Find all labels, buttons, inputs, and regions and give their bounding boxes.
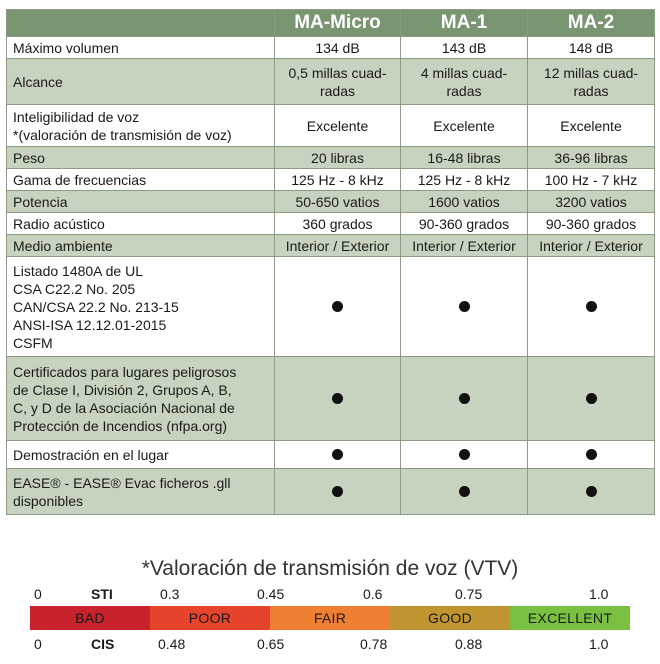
row-label	[7, 357, 275, 441]
value-cell: Interior / Exterior	[401, 235, 528, 257]
bullet-dot-icon	[586, 486, 597, 497]
table-row	[7, 235, 655, 257]
vtv-segment-good: GOOD	[390, 606, 510, 630]
value-cell: 3200 vatios	[528, 191, 655, 213]
spec-table	[6, 9, 655, 515]
feature-dot-cell	[401, 257, 528, 357]
sti-scale	[0, 586, 660, 604]
bullet-dot-icon	[332, 486, 343, 497]
value-cell: 360 grados	[275, 213, 401, 235]
table-row	[7, 147, 655, 169]
bullet-dot-icon	[459, 486, 470, 497]
cis-label: CIS	[91, 636, 115, 652]
sti-tick: 0.6	[363, 586, 383, 602]
row-label	[7, 469, 275, 515]
bullet-dot-icon	[332, 449, 343, 460]
table-row	[7, 105, 655, 147]
row-label	[7, 37, 275, 59]
table-row	[7, 169, 655, 191]
cis-scale	[0, 636, 660, 654]
bullet-dot-icon	[586, 449, 597, 460]
row-label-line: Peso	[13, 149, 45, 166]
value-cell: 125 Hz - 8 kHz	[401, 169, 528, 191]
row-label-line: de Clase I, División 2, Grupos A, B,	[13, 381, 232, 398]
row-label-line: Máximo volumen	[13, 39, 119, 56]
row-label-line: C, y D de la Asociación Nacional de	[13, 399, 235, 416]
row-label-line: Radio acústico	[13, 215, 105, 232]
row-label-line: Protección de Incendios (nfpa.org)	[13, 417, 228, 434]
cis-tick: 0	[34, 636, 42, 652]
sti-tick: 1.0	[589, 586, 609, 602]
header-ma-1: MA-1	[401, 10, 528, 37]
row-label-line: Medio ambiente	[13, 237, 113, 254]
row-label-line: CSA C22.2 No. 205	[13, 280, 136, 297]
bullet-dot-icon	[586, 301, 597, 312]
row-label-line: CAN/CSA 22.2 No. 213-15	[13, 298, 179, 315]
value-cell: 148 dB	[528, 37, 655, 59]
header-ma-micro: MA-Micro	[275, 10, 401, 37]
row-label	[7, 169, 275, 191]
row-label	[7, 213, 275, 235]
row-label-line: Certificados para lugares peligrosos	[13, 363, 237, 380]
value-line: radas	[446, 82, 482, 99]
row-label-line: ANSI-ISA 12.12.01-2015	[13, 316, 167, 333]
row-label-line: disponibles	[13, 492, 84, 509]
header-empty	[7, 10, 275, 37]
vtv-title: *Valoración de transmisión de voz (VTV)	[141, 557, 519, 580]
feature-dot-cell	[275, 257, 401, 357]
value-cell: 20 libras	[275, 147, 401, 169]
row-label-line: *(valoración de transmisión de voz)	[13, 126, 232, 143]
bullet-dot-icon	[459, 393, 470, 404]
value-cell: Excelente	[401, 105, 528, 147]
row-label-line: Alcance	[13, 73, 63, 90]
row-label	[7, 257, 275, 357]
cis-tick: 0.65	[257, 636, 285, 652]
value-line: 0,5 millas cuad-	[288, 64, 387, 81]
table-row	[7, 257, 655, 357]
value-line: radas	[319, 82, 356, 99]
feature-dot-cell	[528, 441, 655, 469]
row-label-line: Potencia	[13, 193, 68, 210]
vtv-segment-bad: BAD	[30, 606, 150, 630]
bullet-dot-icon	[459, 449, 470, 460]
row-label	[7, 235, 275, 257]
feature-dot-cell	[275, 441, 401, 469]
value-cell: 134 dB	[275, 37, 401, 59]
sti-tick: 0	[34, 586, 42, 602]
vtv-rating-bar	[30, 606, 630, 630]
bullet-dot-icon	[586, 393, 597, 404]
value-cell: Excelente	[275, 105, 401, 147]
value-cell: 36-96 libras	[528, 147, 655, 169]
value-line: 4 millas cuad-	[420, 64, 508, 81]
row-label-line: Listado 1480A de UL	[13, 262, 143, 279]
feature-dot-cell	[401, 441, 528, 469]
row-label-line: CSFM	[13, 334, 53, 351]
feature-dot-cell	[528, 469, 655, 515]
value-cell: 1600 vatios	[401, 191, 528, 213]
table-header-row	[7, 10, 655, 37]
feature-dot-cell	[528, 257, 655, 357]
table-row	[7, 469, 655, 515]
vtv-segment-fair: FAIR	[270, 606, 390, 630]
cis-tick: 0.88	[455, 636, 483, 652]
value-line: 12 millas cuad-	[543, 64, 639, 81]
row-label-line: Demostración en el lugar	[13, 446, 169, 463]
row-label	[7, 59, 275, 105]
row-label	[7, 191, 275, 213]
bullet-dot-icon	[459, 301, 470, 312]
sti-label: STI	[91, 586, 113, 602]
value-cell: 143 dB	[401, 37, 528, 59]
value-cell	[528, 59, 655, 105]
value-cell: 16-48 libras	[401, 147, 528, 169]
value-cell	[401, 59, 528, 105]
row-label	[7, 441, 275, 469]
value-line: radas	[573, 82, 609, 99]
value-cell: 125 Hz - 8 kHz	[275, 169, 401, 191]
feature-dot-cell	[401, 357, 528, 441]
value-cell: Excelente	[528, 105, 655, 147]
bullet-dot-icon	[332, 393, 343, 404]
row-label	[7, 105, 275, 147]
table-row	[7, 191, 655, 213]
sti-tick: 0.75	[455, 586, 483, 602]
value-cell: Interior / Exterior	[528, 235, 655, 257]
cis-tick: 0.48	[158, 636, 186, 652]
vtv-segment-poor: POOR	[150, 606, 270, 630]
row-label	[7, 147, 275, 169]
row-label-line: Inteligibilidad de voz	[13, 108, 140, 125]
table-row	[7, 357, 655, 441]
sti-tick: 0.3	[160, 586, 180, 602]
cis-tick: 1.0	[589, 636, 609, 652]
sti-tick: 0.45	[257, 586, 285, 602]
row-label-line: EASE® - EASE® Evac ficheros .gll	[13, 474, 231, 491]
value-cell: Interior / Exterior	[275, 235, 401, 257]
row-label-line: Gama de frecuencias	[13, 171, 147, 188]
table-row	[7, 37, 655, 59]
feature-dot-cell	[401, 469, 528, 515]
value-cell: 50-650 vatios	[275, 191, 401, 213]
feature-dot-cell	[275, 357, 401, 441]
value-cell: 100 Hz - 7 kHz	[528, 169, 655, 191]
value-cell: 90-360 grados	[401, 213, 528, 235]
value-cell	[275, 59, 401, 105]
cis-tick: 0.78	[360, 636, 388, 652]
feature-dot-cell	[528, 357, 655, 441]
header-ma-2: MA-2	[528, 10, 655, 37]
value-cell: 90-360 grados	[528, 213, 655, 235]
feature-dot-cell	[275, 469, 401, 515]
table-row	[7, 59, 655, 105]
bullet-dot-icon	[332, 301, 343, 312]
vtv-segment-excellent: EXCELLENT	[510, 606, 630, 630]
table-row	[7, 441, 655, 469]
table-row	[7, 213, 655, 235]
